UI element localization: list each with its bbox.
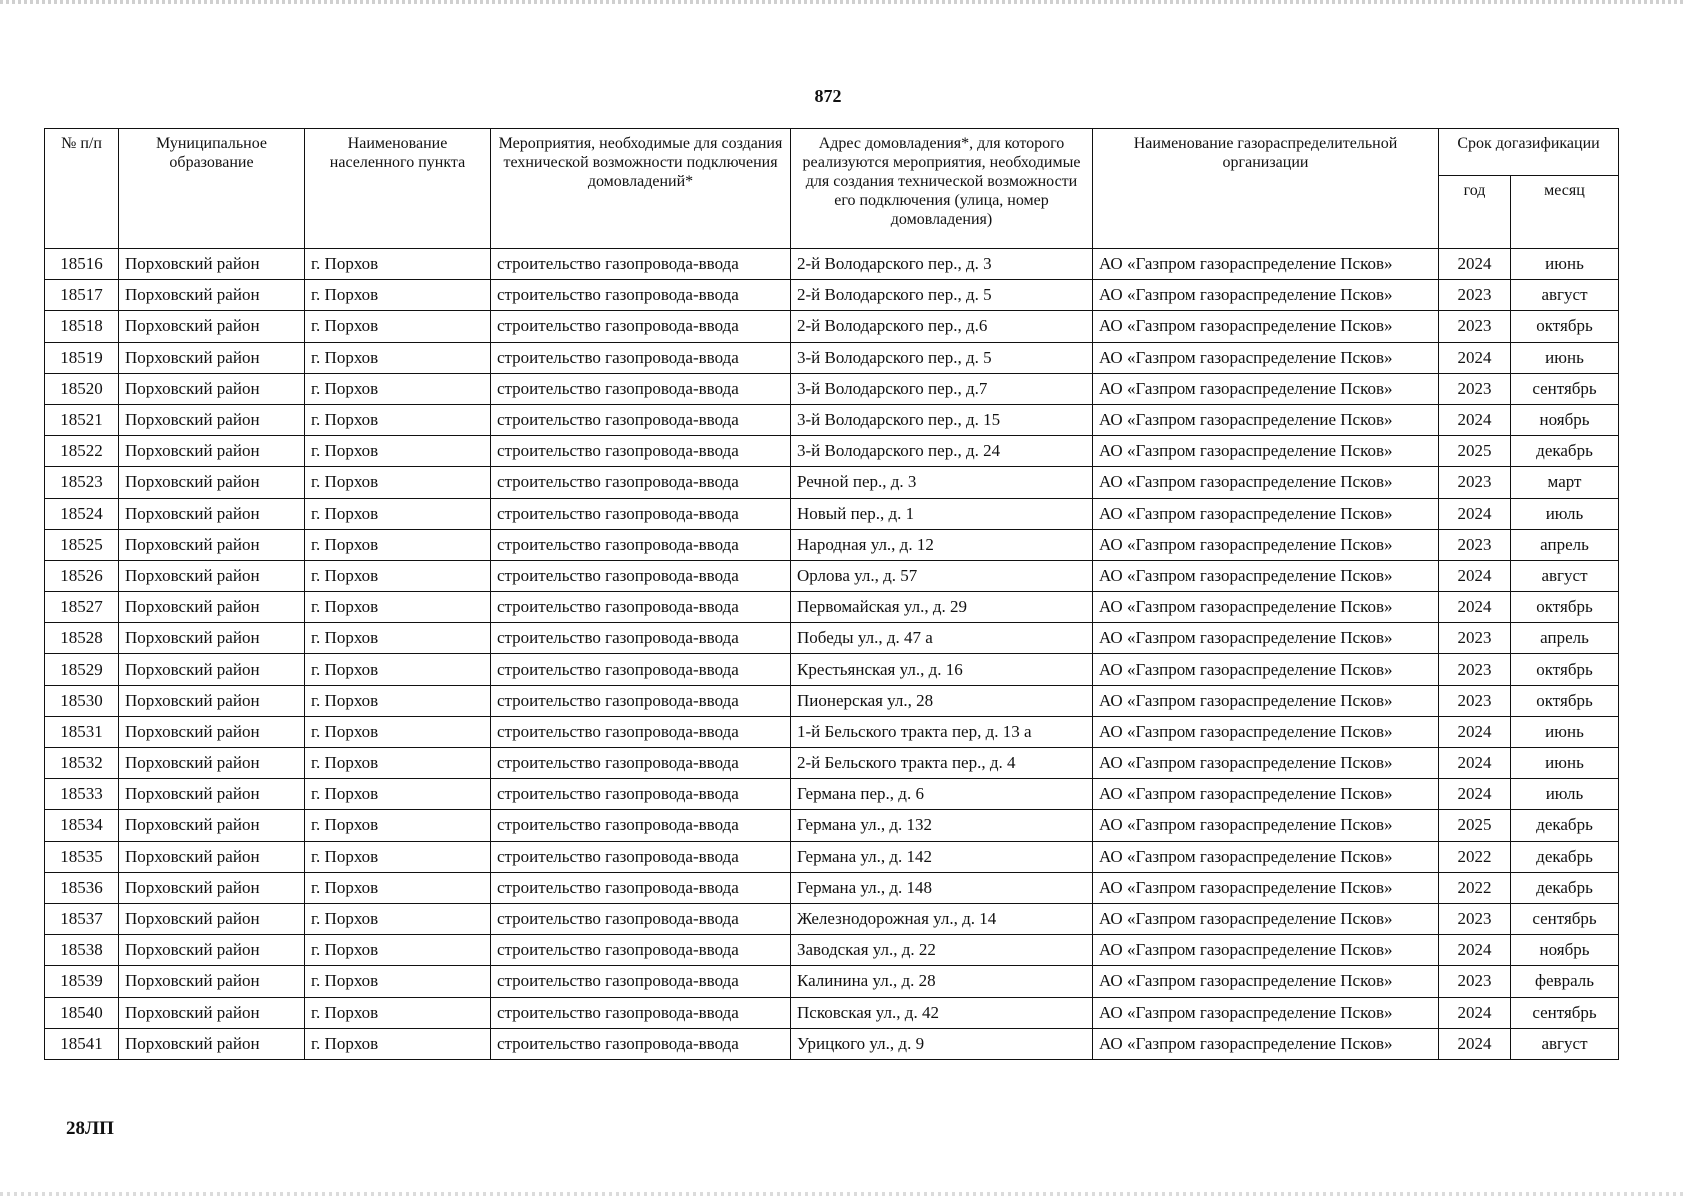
cell-organization: АО «Газпром газораспределение Псков» xyxy=(1093,966,1439,997)
cell-municipality: Порховский район xyxy=(119,872,305,903)
header-year: год xyxy=(1439,176,1511,249)
cell-year: 2023 xyxy=(1439,685,1511,716)
table-row xyxy=(45,935,1619,966)
header-term: Срок догазификации xyxy=(1439,129,1619,176)
cell-month: декабрь xyxy=(1511,841,1619,872)
cell-settlement: г. Порхов xyxy=(305,685,491,716)
cell-address: Пионерская ул., 28 xyxy=(791,685,1093,716)
cell-month: март xyxy=(1511,467,1619,498)
cell-number: 18527 xyxy=(45,592,119,623)
cell-organization: АО «Газпром газораспределение Псков» xyxy=(1093,779,1439,810)
header-settlement: Наименование населенного пункта xyxy=(305,129,491,249)
cell-settlement: г. Порхов xyxy=(305,1028,491,1059)
cell-month: июнь xyxy=(1511,716,1619,747)
cell-year: 2024 xyxy=(1439,716,1511,747)
cell-address: Германа ул., д. 142 xyxy=(791,841,1093,872)
cell-measure: строительство газопровода-ввода xyxy=(491,529,791,560)
cell-year: 2024 xyxy=(1439,997,1511,1028)
cell-year: 2023 xyxy=(1439,529,1511,560)
cell-number: 18540 xyxy=(45,997,119,1028)
cell-settlement: г. Порхов xyxy=(305,966,491,997)
cell-number: 18530 xyxy=(45,685,119,716)
cell-number: 18519 xyxy=(45,342,119,373)
cell-municipality: Порховский район xyxy=(119,1028,305,1059)
cell-month: декабрь xyxy=(1511,872,1619,903)
cell-address: Германа ул., д. 148 xyxy=(791,872,1093,903)
cell-address: 3-й Володарского пер., д. 15 xyxy=(791,404,1093,435)
cell-month: август xyxy=(1511,280,1619,311)
cell-measure: строительство газопровода-ввода xyxy=(491,903,791,934)
table-row xyxy=(45,872,1619,903)
table-row xyxy=(45,810,1619,841)
cell-organization: АО «Газпром газораспределение Псков» xyxy=(1093,903,1439,934)
cell-settlement: г. Порхов xyxy=(305,841,491,872)
cell-settlement: г. Порхов xyxy=(305,560,491,591)
cell-number: 18518 xyxy=(45,311,119,342)
cell-municipality: Порховский район xyxy=(119,498,305,529)
cell-measure: строительство газопровода-ввода xyxy=(491,810,791,841)
cell-address: 3-й Володарского пер., д.7 xyxy=(791,373,1093,404)
cell-settlement: г. Порхов xyxy=(305,436,491,467)
cell-municipality: Порховский район xyxy=(119,997,305,1028)
cell-municipality: Порховский район xyxy=(119,467,305,498)
cell-municipality: Порховский район xyxy=(119,560,305,591)
scan-edge-bottom xyxy=(0,1192,1686,1196)
cell-measure: строительство газопровода-ввода xyxy=(491,935,791,966)
cell-settlement: г. Порхов xyxy=(305,997,491,1028)
cell-settlement: г. Порхов xyxy=(305,872,491,903)
cell-settlement: г. Порхов xyxy=(305,623,491,654)
cell-organization: АО «Газпром газораспределение Псков» xyxy=(1093,716,1439,747)
cell-municipality: Порховский район xyxy=(119,748,305,779)
cell-settlement: г. Порхов xyxy=(305,748,491,779)
cell-number: 18528 xyxy=(45,623,119,654)
cell-month: ноябрь xyxy=(1511,404,1619,435)
cell-address: Германа пер., д. 6 xyxy=(791,779,1093,810)
cell-municipality: Порховский район xyxy=(119,685,305,716)
cell-number: 18534 xyxy=(45,810,119,841)
cell-number: 18539 xyxy=(45,966,119,997)
cell-settlement: г. Порхов xyxy=(305,810,491,841)
cell-number: 18524 xyxy=(45,498,119,529)
table-row xyxy=(45,997,1619,1028)
cell-measure: строительство газопровода-ввода xyxy=(491,748,791,779)
table-row xyxy=(45,654,1619,685)
cell-address: Калинина ул., д. 28 xyxy=(791,966,1093,997)
cell-measure: строительство газопровода-ввода xyxy=(491,436,791,467)
cell-month: октябрь xyxy=(1511,311,1619,342)
cell-organization: АО «Газпром газораспределение Псков» xyxy=(1093,560,1439,591)
table-row xyxy=(45,404,1619,435)
header-month: месяц xyxy=(1511,176,1619,249)
cell-address: Народная ул., д. 12 xyxy=(791,529,1093,560)
cell-organization: АО «Газпром газораспределение Псков» xyxy=(1093,467,1439,498)
cell-year: 2024 xyxy=(1439,249,1511,280)
table-row xyxy=(45,779,1619,810)
cell-organization: АО «Газпром газораспределение Псков» xyxy=(1093,342,1439,373)
cell-month: сентябрь xyxy=(1511,373,1619,404)
cell-measure: строительство газопровода-ввода xyxy=(491,654,791,685)
cell-address: Железнодорожная ул., д. 14 xyxy=(791,903,1093,934)
cell-number: 18529 xyxy=(45,654,119,685)
cell-organization: АО «Газпром газораспределение Псков» xyxy=(1093,249,1439,280)
cell-address: 2-й Володарского пер., д. 3 xyxy=(791,249,1093,280)
cell-number: 18532 xyxy=(45,748,119,779)
cell-settlement: г. Порхов xyxy=(305,373,491,404)
cell-year: 2022 xyxy=(1439,872,1511,903)
header-address: Адрес домовладения*, для которого реализуются мероприятия, необходимые для создания технической возможности его подключения (улица, номер домовладения) xyxy=(791,129,1093,249)
cell-year: 2024 xyxy=(1439,342,1511,373)
cell-month: июнь xyxy=(1511,342,1619,373)
cell-address: Новый пер., д. 1 xyxy=(791,498,1093,529)
cell-measure: строительство газопровода-ввода xyxy=(491,716,791,747)
table-row xyxy=(45,436,1619,467)
cell-number: 18533 xyxy=(45,779,119,810)
cell-municipality: Порховский район xyxy=(119,436,305,467)
cell-month: июнь xyxy=(1511,249,1619,280)
cell-organization: АО «Газпром газораспределение Псков» xyxy=(1093,810,1439,841)
cell-settlement: г. Порхов xyxy=(305,903,491,934)
cell-address: Псковская ул., д. 42 xyxy=(791,997,1093,1028)
cell-measure: строительство газопровода-ввода xyxy=(491,997,791,1028)
table-row xyxy=(45,966,1619,997)
table-row xyxy=(45,841,1619,872)
cell-settlement: г. Порхов xyxy=(305,592,491,623)
table-row xyxy=(45,373,1619,404)
table-row xyxy=(45,529,1619,560)
cell-municipality: Порховский район xyxy=(119,249,305,280)
cell-month: октябрь xyxy=(1511,592,1619,623)
cell-number: 18531 xyxy=(45,716,119,747)
cell-year: 2024 xyxy=(1439,779,1511,810)
cell-municipality: Порховский район xyxy=(119,373,305,404)
header-num: № п/п xyxy=(45,129,119,249)
cell-address: 2-й Володарского пер., д.6 xyxy=(791,311,1093,342)
cell-measure: строительство газопровода-ввода xyxy=(491,966,791,997)
cell-month: август xyxy=(1511,560,1619,591)
cell-address: 2-й Бельского тракта пер., д. 4 xyxy=(791,748,1093,779)
cell-organization: АО «Газпром газораспределение Псков» xyxy=(1093,935,1439,966)
cell-number: 18525 xyxy=(45,529,119,560)
cell-number: 18517 xyxy=(45,280,119,311)
cell-address: Победы ул., д. 47 а xyxy=(791,623,1093,654)
cell-month: июль xyxy=(1511,779,1619,810)
cell-settlement: г. Порхов xyxy=(305,467,491,498)
cell-address: 2-й Володарского пер., д. 5 xyxy=(791,280,1093,311)
cell-address: Орлова ул., д. 57 xyxy=(791,560,1093,591)
cell-month: ноябрь xyxy=(1511,935,1619,966)
cell-municipality: Порховский район xyxy=(119,404,305,435)
cell-year: 2023 xyxy=(1439,966,1511,997)
cell-month: октябрь xyxy=(1511,654,1619,685)
cell-month: декабрь xyxy=(1511,436,1619,467)
cell-measure: строительство газопровода-ввода xyxy=(491,342,791,373)
cell-organization: АО «Газпром газораспределение Псков» xyxy=(1093,623,1439,654)
cell-number: 18526 xyxy=(45,560,119,591)
cell-municipality: Порховский район xyxy=(119,592,305,623)
cell-number: 18536 xyxy=(45,872,119,903)
cell-month: декабрь xyxy=(1511,810,1619,841)
cell-year: 2024 xyxy=(1439,748,1511,779)
cell-measure: строительство газопровода-ввода xyxy=(491,373,791,404)
cell-municipality: Порховский район xyxy=(119,280,305,311)
cell-settlement: г. Порхов xyxy=(305,654,491,685)
cell-organization: АО «Газпром газораспределение Псков» xyxy=(1093,311,1439,342)
cell-settlement: г. Порхов xyxy=(305,404,491,435)
cell-organization: АО «Газпром газораспределение Псков» xyxy=(1093,685,1439,716)
cell-settlement: г. Порхов xyxy=(305,280,491,311)
cell-month: август xyxy=(1511,1028,1619,1059)
header-organization: Наименование газораспределительной организации xyxy=(1093,129,1439,249)
cell-year: 2023 xyxy=(1439,311,1511,342)
cell-municipality: Порховский район xyxy=(119,654,305,685)
table-row xyxy=(45,311,1619,342)
cell-number: 18521 xyxy=(45,404,119,435)
cell-year: 2024 xyxy=(1439,404,1511,435)
cell-municipality: Порховский район xyxy=(119,966,305,997)
page-number: 872 xyxy=(814,86,842,106)
cell-organization: АО «Газпром газораспределение Псков» xyxy=(1093,529,1439,560)
cell-number: 18538 xyxy=(45,935,119,966)
scan-edge-top xyxy=(0,0,1686,4)
cell-number: 18523 xyxy=(45,467,119,498)
cell-measure: строительство газопровода-ввода xyxy=(491,623,791,654)
table-row xyxy=(45,467,1619,498)
cell-month: апрель xyxy=(1511,623,1619,654)
footer-code: 28ЛП xyxy=(66,1118,114,1139)
cell-measure: строительство газопровода-ввода xyxy=(491,841,791,872)
cell-measure: строительство газопровода-ввода xyxy=(491,779,791,810)
cell-year: 2023 xyxy=(1439,373,1511,404)
cell-measure: строительство газопровода-ввода xyxy=(491,249,791,280)
cell-organization: АО «Газпром газораспределение Псков» xyxy=(1093,654,1439,685)
cell-address: Речной пер., д. 3 xyxy=(791,467,1093,498)
cell-municipality: Порховский район xyxy=(119,810,305,841)
cell-organization: АО «Газпром газораспределение Псков» xyxy=(1093,280,1439,311)
cell-municipality: Порховский район xyxy=(119,903,305,934)
cell-year: 2023 xyxy=(1439,654,1511,685)
table-row xyxy=(45,748,1619,779)
table-row xyxy=(45,716,1619,747)
cell-number: 18520 xyxy=(45,373,119,404)
cell-year: 2024 xyxy=(1439,592,1511,623)
table-row xyxy=(45,498,1619,529)
cell-municipality: Порховский район xyxy=(119,623,305,654)
cell-address: Урицкого ул., д. 9 xyxy=(791,1028,1093,1059)
cell-organization: АО «Газпром газораспределение Псков» xyxy=(1093,373,1439,404)
cell-measure: строительство газопровода-ввода xyxy=(491,685,791,716)
cell-municipality: Порховский район xyxy=(119,841,305,872)
table-body xyxy=(45,249,1619,1060)
cell-number: 18541 xyxy=(45,1028,119,1059)
header-measures: Мероприятия, необходимые для создания технической возможности подключения домовладений* xyxy=(491,129,791,249)
cell-year: 2022 xyxy=(1439,841,1511,872)
cell-year: 2023 xyxy=(1439,623,1511,654)
cell-number: 18537 xyxy=(45,903,119,934)
cell-organization: АО «Газпром газораспределение Псков» xyxy=(1093,498,1439,529)
cell-address: Крестьянская ул., д. 16 xyxy=(791,654,1093,685)
cell-year: 2024 xyxy=(1439,935,1511,966)
cell-year: 2024 xyxy=(1439,498,1511,529)
cell-organization: АО «Газпром газораспределение Псков» xyxy=(1093,436,1439,467)
table-row xyxy=(45,903,1619,934)
cell-settlement: г. Порхов xyxy=(305,529,491,560)
header-municipality: Муниципальное образование xyxy=(119,129,305,249)
cell-month: сентябрь xyxy=(1511,903,1619,934)
cell-month: сентябрь xyxy=(1511,997,1619,1028)
cell-year: 2023 xyxy=(1439,903,1511,934)
cell-year: 2024 xyxy=(1439,560,1511,591)
cell-month: октябрь xyxy=(1511,685,1619,716)
cell-measure: строительство газопровода-ввода xyxy=(491,872,791,903)
cell-municipality: Порховский район xyxy=(119,779,305,810)
cell-address: Заводская ул., д. 22 xyxy=(791,935,1093,966)
cell-address: 3-й Володарского пер., д. 24 xyxy=(791,436,1093,467)
cell-number: 18516 xyxy=(45,249,119,280)
cell-organization: АО «Газпром газораспределение Псков» xyxy=(1093,841,1439,872)
cell-month: апрель xyxy=(1511,529,1619,560)
table-row xyxy=(45,685,1619,716)
cell-month: июль xyxy=(1511,498,1619,529)
cell-address: 1-й Бельского тракта пер, д. 13 а xyxy=(791,716,1093,747)
cell-year: 2024 xyxy=(1439,1028,1511,1059)
cell-address: 3-й Володарского пер., д. 5 xyxy=(791,342,1093,373)
cell-organization: АО «Газпром газораспределение Псков» xyxy=(1093,1028,1439,1059)
cell-municipality: Порховский район xyxy=(119,716,305,747)
table-row xyxy=(45,342,1619,373)
cell-municipality: Порховский район xyxy=(119,935,305,966)
cell-year: 2025 xyxy=(1439,436,1511,467)
cell-settlement: г. Порхов xyxy=(305,779,491,810)
cell-measure: строительство газопровода-ввода xyxy=(491,280,791,311)
table-row xyxy=(45,249,1619,280)
gasification-table xyxy=(44,128,1619,1060)
cell-measure: строительство газопровода-ввода xyxy=(491,311,791,342)
cell-municipality: Порховский район xyxy=(119,342,305,373)
cell-municipality: Порховский район xyxy=(119,311,305,342)
table-row xyxy=(45,623,1619,654)
cell-year: 2025 xyxy=(1439,810,1511,841)
cell-month: февраль xyxy=(1511,966,1619,997)
cell-measure: строительство газопровода-ввода xyxy=(491,404,791,435)
cell-measure: строительство газопровода-ввода xyxy=(491,1028,791,1059)
cell-number: 18535 xyxy=(45,841,119,872)
cell-number: 18522 xyxy=(45,436,119,467)
cell-organization: АО «Газпром газораспределение Псков» xyxy=(1093,997,1439,1028)
cell-measure: строительство газопровода-ввода xyxy=(491,467,791,498)
cell-address: Первомайская ул., д. 29 xyxy=(791,592,1093,623)
cell-settlement: г. Порхов xyxy=(305,935,491,966)
table-row xyxy=(45,592,1619,623)
cell-month: июнь xyxy=(1511,748,1619,779)
cell-measure: строительство газопровода-ввода xyxy=(491,592,791,623)
cell-organization: АО «Газпром газораспределение Псков» xyxy=(1093,872,1439,903)
cell-municipality: Порховский район xyxy=(119,529,305,560)
cell-year: 2023 xyxy=(1439,280,1511,311)
table-row xyxy=(45,1028,1619,1059)
cell-measure: строительство газопровода-ввода xyxy=(491,560,791,591)
cell-settlement: г. Порхов xyxy=(305,342,491,373)
cell-measure: строительство газопровода-ввода xyxy=(491,498,791,529)
cell-organization: АО «Газпром газораспределение Псков» xyxy=(1093,748,1439,779)
cell-settlement: г. Порхов xyxy=(305,249,491,280)
cell-organization: АО «Газпром газораспределение Псков» xyxy=(1093,592,1439,623)
table-row xyxy=(45,560,1619,591)
cell-settlement: г. Порхов xyxy=(305,311,491,342)
cell-address: Германа ул., д. 132 xyxy=(791,810,1093,841)
cell-settlement: г. Порхов xyxy=(305,716,491,747)
table-row xyxy=(45,280,1619,311)
cell-year: 2023 xyxy=(1439,467,1511,498)
cell-organization: АО «Газпром газораспределение Псков» xyxy=(1093,404,1439,435)
table-header xyxy=(45,129,1619,249)
cell-settlement: г. Порхов xyxy=(305,498,491,529)
